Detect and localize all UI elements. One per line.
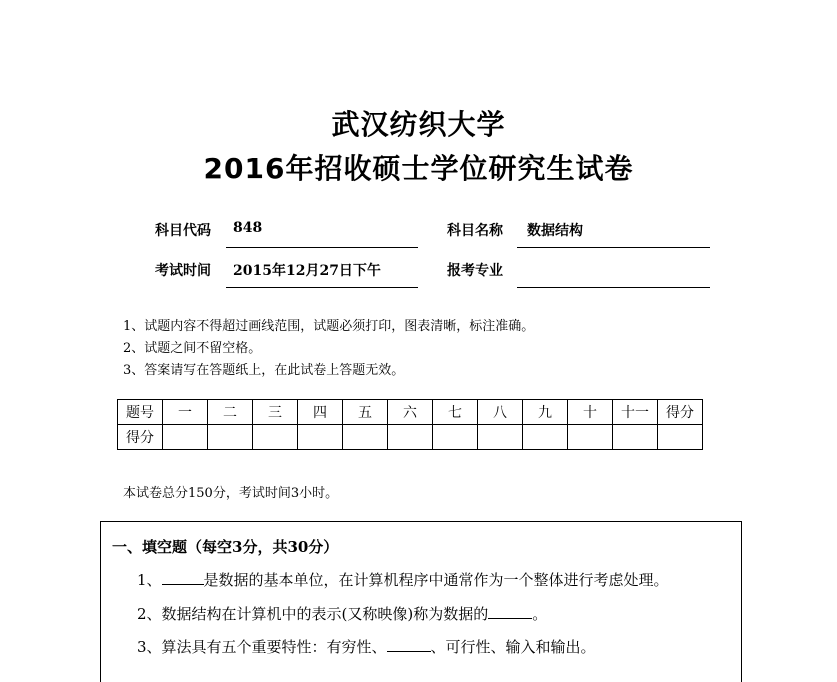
note-1: 1、试题内容不得超过画线范围，试题必须打印，图表清晰，标注准确。 [123, 319, 535, 334]
score-table-header-row [118, 400, 703, 425]
table-cell: 九 [523, 400, 568, 425]
table-cell: 六 [388, 400, 433, 425]
table-cell: 一 [163, 400, 208, 425]
answer-blank [387, 637, 431, 652]
exam-time-value: 2015年12月27日下午 [233, 263, 381, 279]
table-cell [568, 425, 613, 450]
subject-code-underline [226, 247, 418, 248]
major-label: 报考专业 [447, 263, 503, 279]
question-2 [137, 603, 547, 624]
question-3-prefix: 3、算法具有五个重要特性：有穷性、 [137, 638, 387, 656]
subject-name-value: 数据结构 [527, 223, 583, 239]
question-2-suffix: 。 [532, 605, 548, 623]
score-table-score-row [118, 425, 703, 450]
table-cell: 得分 [658, 400, 703, 425]
table-cell: 十 [568, 400, 613, 425]
exam-title: 2016年招收硕士学位研究生试卷 [203, 152, 634, 185]
exam-time-underline [226, 287, 418, 288]
table-cell: 八 [478, 400, 523, 425]
table-cell [658, 425, 703, 450]
score-table [117, 399, 703, 450]
table-cell [613, 425, 658, 450]
question-1 [137, 569, 669, 590]
total-note: 本试卷总分150分，考试时间3小时。 [123, 486, 339, 501]
question-1-suffix: 是数据的基本单位，在计算机程序中通常作为一个整体进行考虑处理。 [203, 571, 669, 589]
question-3 [137, 636, 596, 657]
question-2-prefix: 2、数据结构在计算机中的表示(又称映像)称为数据的 [137, 605, 489, 623]
table-cell: 得分 [118, 425, 163, 450]
table-cell [523, 425, 568, 450]
question-1-prefix: 1、 [137, 571, 162, 589]
question-3-suffix: 、可行性、输入和输出。 [430, 638, 596, 656]
table-cell [163, 425, 208, 450]
subject-code-value: 848 [233, 220, 263, 236]
major-underline [517, 287, 710, 288]
table-cell [478, 425, 523, 450]
table-cell: 十一 [613, 400, 658, 425]
table-cell: 题号 [118, 400, 163, 425]
exam-time-label: 考试时间 [155, 263, 211, 279]
answer-blank [162, 570, 204, 585]
table-cell [298, 425, 343, 450]
section-1-title: 一、填空题（每空3分，共30分） [112, 538, 339, 556]
table-cell: 五 [343, 400, 388, 425]
answer-blank [488, 604, 532, 619]
note-2: 2、试题之间不留空格。 [123, 341, 262, 356]
table-cell: 四 [298, 400, 343, 425]
university-title: 武汉纺织大学 [331, 108, 506, 141]
table-cell: 七 [433, 400, 478, 425]
table-cell [433, 425, 478, 450]
table-cell [253, 425, 298, 450]
table-cell: 二 [208, 400, 253, 425]
note-3: 3、答案请写在答题纸上，在此试卷上答题无效。 [123, 363, 405, 378]
table-cell: 三 [253, 400, 298, 425]
table-cell [208, 425, 253, 450]
subject-name-underline [517, 247, 710, 248]
table-cell [388, 425, 433, 450]
table-cell [343, 425, 388, 450]
subject-name-label: 科目名称 [447, 223, 503, 239]
subject-code-label: 科目代码 [155, 223, 211, 239]
